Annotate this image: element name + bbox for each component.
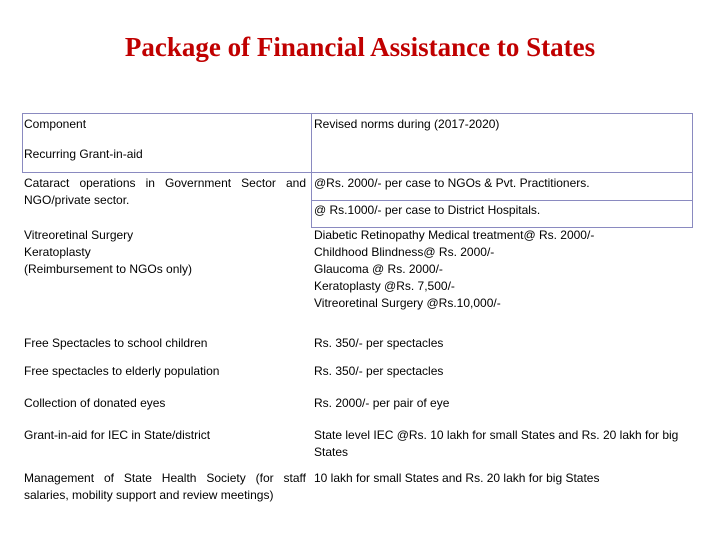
table-row-divider — [312, 200, 693, 201]
table-row-norm: State level IEC @Rs. 10 lakh for small States and Rs. 20 lakh for big States — [314, 428, 679, 459]
list-item: Keratoplasty — [24, 245, 91, 259]
table-row-component: Cataract operations in Government Sector and NGO/private sector. — [24, 176, 306, 207]
table-row-norm — [314, 227, 694, 312]
table-row-component: Free Spectacles to school children — [24, 336, 208, 350]
table-row-norm: Rs. 350/- per spectacles — [314, 336, 444, 350]
table-column-divider — [311, 113, 312, 228]
table-row-component — [24, 227, 306, 278]
list-item: Glaucoma @ Rs. 2000/- — [314, 262, 443, 276]
table-row-divider — [22, 172, 312, 173]
table-row-norm: 10 lakh for small States and Rs. 20 lakh for big States — [314, 471, 600, 485]
table-left-border — [22, 113, 23, 173]
table-row-component: Collection of donated eyes — [24, 396, 166, 410]
list-item: Childhood Blindness@ Rs. 2000/- — [314, 245, 495, 259]
table-row-divider — [312, 172, 693, 173]
header-component: Component — [24, 117, 87, 131]
table-row-norm: Rs. 350/- per spectacles — [314, 364, 444, 378]
list-item: Keratoplasty @Rs. 7,500/- — [314, 279, 455, 293]
header-norms: Revised norms during (2017-2020) — [314, 117, 500, 131]
table-row-norm: Rs. 2000/- per pair of eye — [314, 396, 450, 410]
table-top-border — [22, 113, 693, 114]
list-item: Diabetic Retinopathy Medical treatment@ Rs. 2000/- — [314, 228, 595, 242]
table-row-norm: @Rs. 2000/- per case to NGOs & Pvt. Practitioners. — [314, 176, 590, 190]
list-item: Vitreoretinal Surgery — [24, 228, 134, 242]
table-row-component: Management of State Health Society (for staff salaries, mobility support and review meetings) — [24, 471, 306, 502]
list-item: (Reimbursement to NGOs only) — [24, 262, 193, 276]
page-title: Package of Financial Assistance to States — [124, 32, 596, 62]
table-row-norm: @ Rs.1000/- per case to District Hospitals. — [314, 203, 541, 217]
table-row-component: Grant-in-aid for IEC in State/district — [24, 428, 211, 442]
section-label: Recurring Grant-in-aid — [24, 147, 143, 161]
list-item: Vitreoretinal Surgery @Rs.10,000/- — [314, 296, 501, 310]
table-row-component: Free spectacles to elderly population — [24, 364, 220, 378]
